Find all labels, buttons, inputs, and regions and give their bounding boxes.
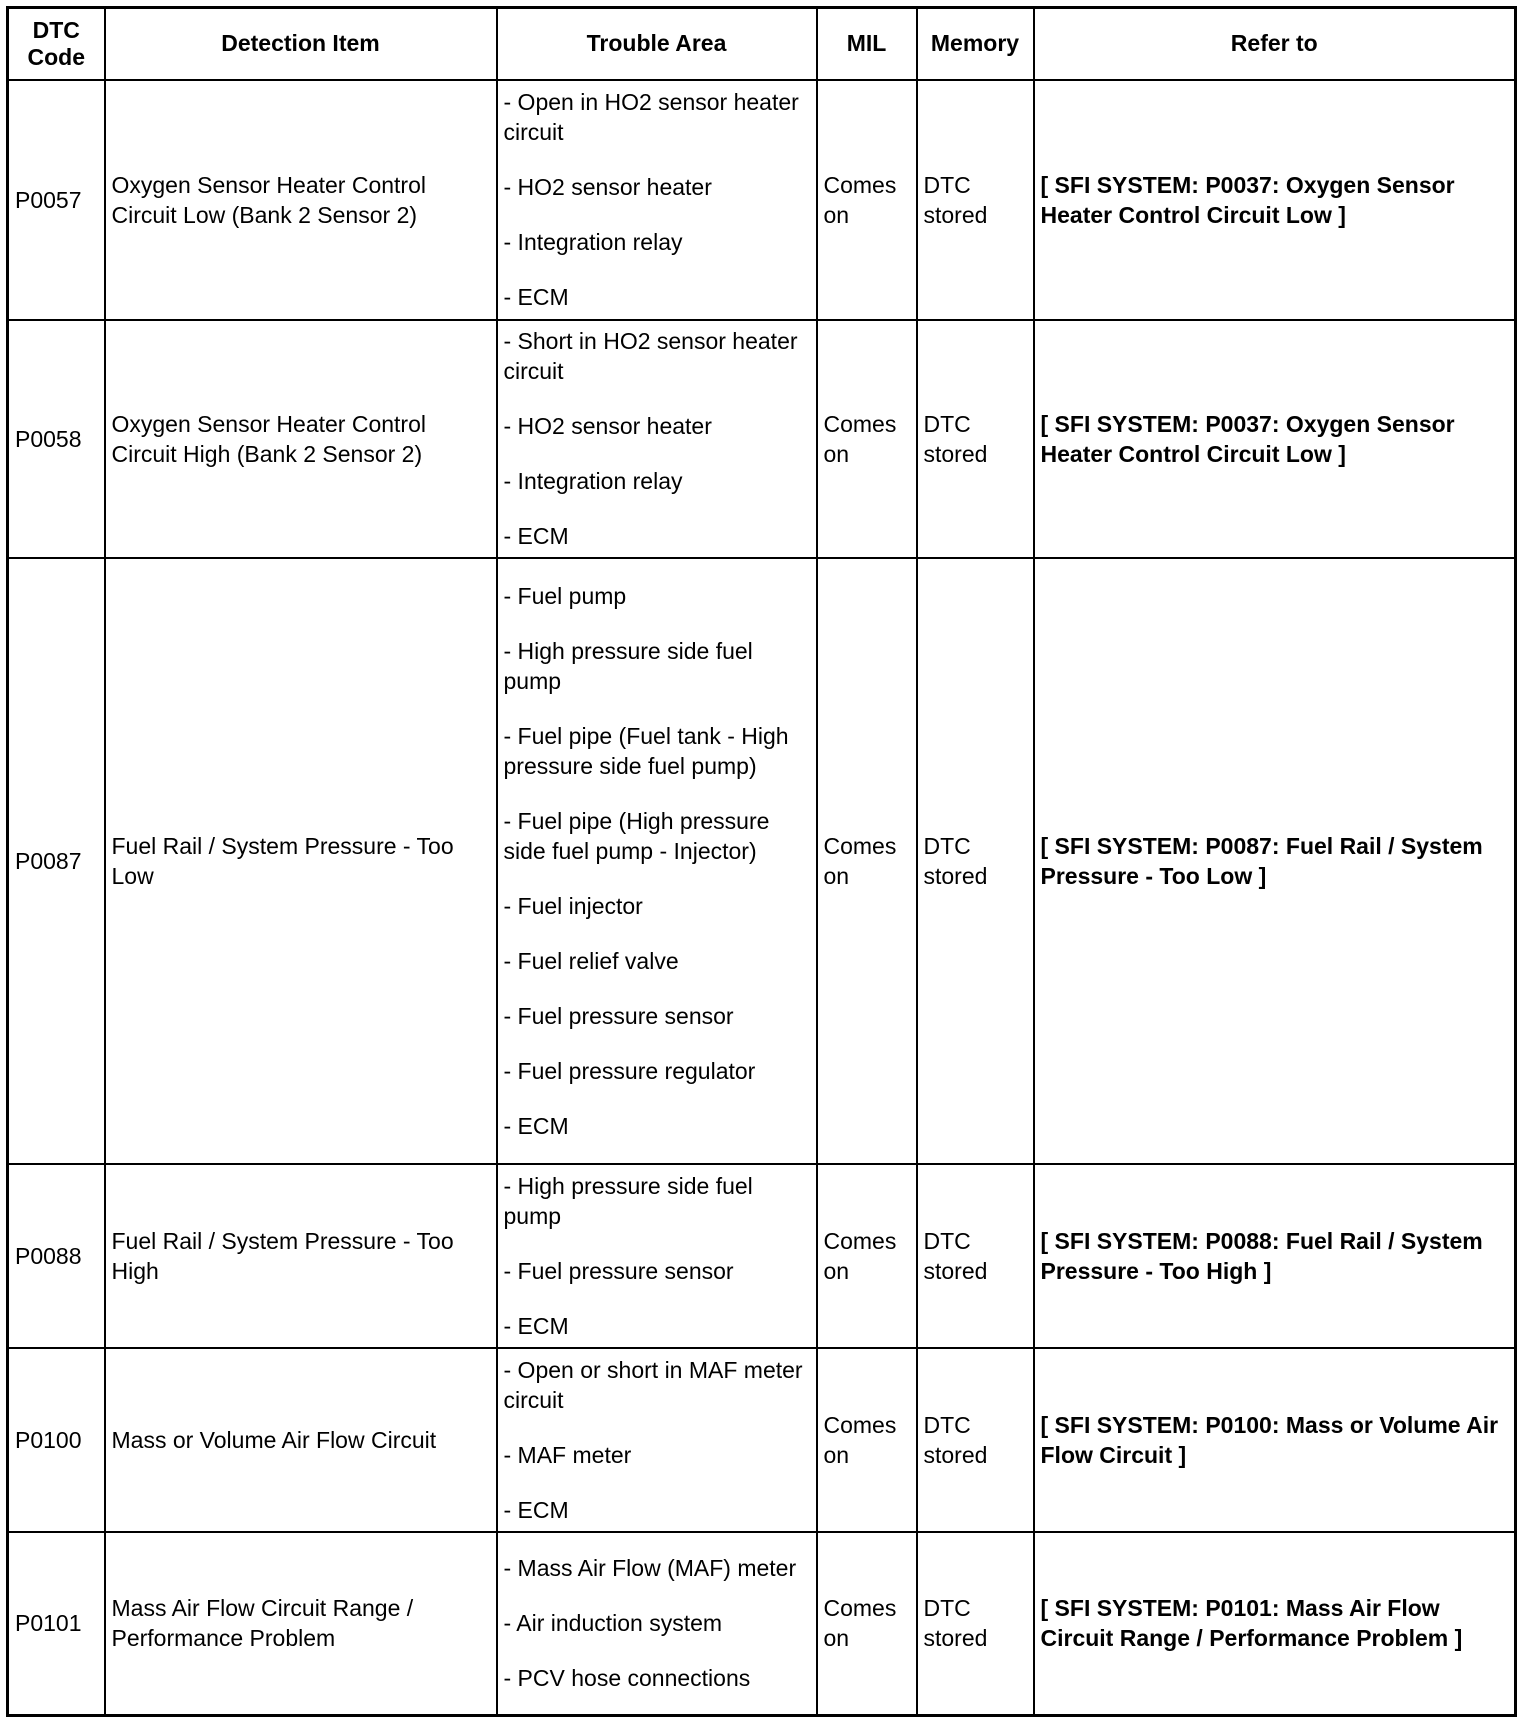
refer-to-link[interactable]: [ SFI SYSTEM: P0037: Oxygen Sensor Heater Control Circuit Low ]	[1034, 320, 1516, 558]
trouble-area-item: - Short in HO2 sensor heater circuit	[503, 328, 798, 384]
mil-cell: Comes on	[817, 80, 917, 320]
memory-cell: DTC stored	[917, 1348, 1034, 1532]
dtc-code-cell: P0088	[8, 1164, 105, 1348]
header-row	[8, 8, 1516, 80]
trouble-area-cell	[497, 1532, 817, 1716]
trouble-area-item: - MAF meter	[503, 1441, 632, 1468]
detection-item-cell: Fuel Rail / System Pressure - Too Low	[105, 558, 497, 1164]
header-memory: Memory	[917, 8, 1034, 80]
trouble-area-cell	[497, 80, 817, 320]
trouble-area-item: - ECM	[503, 523, 569, 549]
mil-cell: Comes on	[817, 558, 917, 1164]
trouble-area-item: - Fuel pressure sensor	[503, 1002, 734, 1029]
table-row	[8, 80, 1516, 320]
dtc-code-cell: P0087	[8, 558, 105, 1164]
table-row	[8, 320, 1516, 558]
table-row	[8, 558, 1516, 1164]
dtc-code-cell: P0100	[8, 1348, 105, 1532]
detection-item-cell: Fuel Rail / System Pressure - Too High	[105, 1164, 497, 1348]
trouble-area-item: - Fuel pressure sensor	[503, 1257, 734, 1284]
header-dtc-code: DTC Code	[8, 8, 105, 80]
trouble-area-item: - Fuel pump	[503, 582, 627, 609]
trouble-area-item: - Integration relay	[503, 229, 683, 255]
memory-cell: DTC stored	[917, 320, 1034, 558]
header-refer-to: Refer to	[1034, 8, 1516, 80]
dtc-table	[6, 6, 1517, 1717]
table-row	[8, 1532, 1516, 1716]
mil-cell: Comes on	[817, 1532, 917, 1716]
trouble-area-item: - HO2 sensor heater	[503, 413, 712, 439]
detection-item-cell: Oxygen Sensor Heater Control Circuit High (Bank 2 Sensor 2)	[105, 320, 497, 558]
header-detection-item: Detection Item	[105, 8, 497, 80]
trouble-area-cell	[497, 1348, 817, 1532]
mil-cell: Comes on	[817, 320, 917, 558]
header-trouble-area: Trouble Area	[497, 8, 817, 80]
mil-cell: Comes on	[817, 1164, 917, 1348]
trouble-area-item: - High pressure side fuel pump	[503, 637, 753, 694]
detection-item-cell: Mass or Volume Air Flow Circuit	[105, 1348, 497, 1532]
dtc-code-cell: P0101	[8, 1532, 105, 1716]
trouble-area-item: - Air induction system	[503, 1610, 723, 1637]
memory-cell: DTC stored	[917, 80, 1034, 320]
detection-item-cell: Oxygen Sensor Heater Control Circuit Low (Bank 2 Sensor 2)	[105, 80, 497, 320]
trouble-area-item: - Fuel pressure regulator	[503, 1057, 756, 1084]
trouble-area-item: - ECM	[503, 284, 569, 310]
trouble-area-item: - HO2 sensor heater	[503, 174, 712, 200]
trouble-area-cell	[497, 320, 817, 558]
trouble-area-item: - Fuel pipe (High pressure side fuel pump - Injector)	[503, 807, 770, 864]
dtc-code-cell: P0057	[8, 80, 105, 320]
header-mil: MIL	[817, 8, 917, 80]
refer-to-link[interactable]: [ SFI SYSTEM: P0087: Fuel Rail / System Pressure - Too Low ]	[1034, 558, 1516, 1164]
refer-to-link[interactable]: [ SFI SYSTEM: P0037: Oxygen Sensor Heater Control Circuit Low ]	[1034, 80, 1516, 320]
trouble-area-item: - ECM	[503, 1112, 569, 1139]
trouble-area-item: - Open in HO2 sensor heater circuit	[503, 89, 799, 145]
trouble-area-item: - Fuel injector	[503, 892, 643, 919]
refer-to-link[interactable]: [ SFI SYSTEM: P0100: Mass or Volume Air Flow Circuit ]	[1034, 1348, 1516, 1532]
memory-cell: DTC stored	[917, 1532, 1034, 1716]
trouble-area-item: - Open or short in MAF meter circuit	[503, 1356, 803, 1413]
trouble-area-item: - Fuel pipe (Fuel tank - High pressure side fuel pump)	[503, 722, 789, 779]
dtc-code-cell: P0058	[8, 320, 105, 558]
trouble-area-cell	[497, 1164, 817, 1348]
trouble-area-item: - High pressure side fuel pump	[503, 1172, 753, 1229]
mil-cell: Comes on	[817, 1348, 917, 1532]
trouble-area-item: - ECM	[503, 1312, 569, 1339]
refer-to-link[interactable]: [ SFI SYSTEM: P0101: Mass Air Flow Circuit Range / Performance Problem ]	[1034, 1532, 1516, 1716]
detection-item-cell: Mass Air Flow Circuit Range / Performance Problem	[105, 1532, 497, 1716]
table-row	[8, 1164, 1516, 1348]
trouble-area-item: - ECM	[503, 1496, 569, 1523]
memory-cell: DTC stored	[917, 1164, 1034, 1348]
trouble-area-item: - PCV hose connections	[503, 1665, 751, 1692]
trouble-area-item: - Fuel relief valve	[503, 947, 679, 974]
trouble-area-item: - Mass Air Flow (MAF) meter	[503, 1555, 797, 1582]
memory-cell: DTC stored	[917, 558, 1034, 1164]
refer-to-link[interactable]: [ SFI SYSTEM: P0088: Fuel Rail / System Pressure - Too High ]	[1034, 1164, 1516, 1348]
trouble-area-cell	[497, 558, 817, 1164]
trouble-area-item: - Integration relay	[503, 468, 683, 494]
table-row	[8, 1348, 1516, 1532]
